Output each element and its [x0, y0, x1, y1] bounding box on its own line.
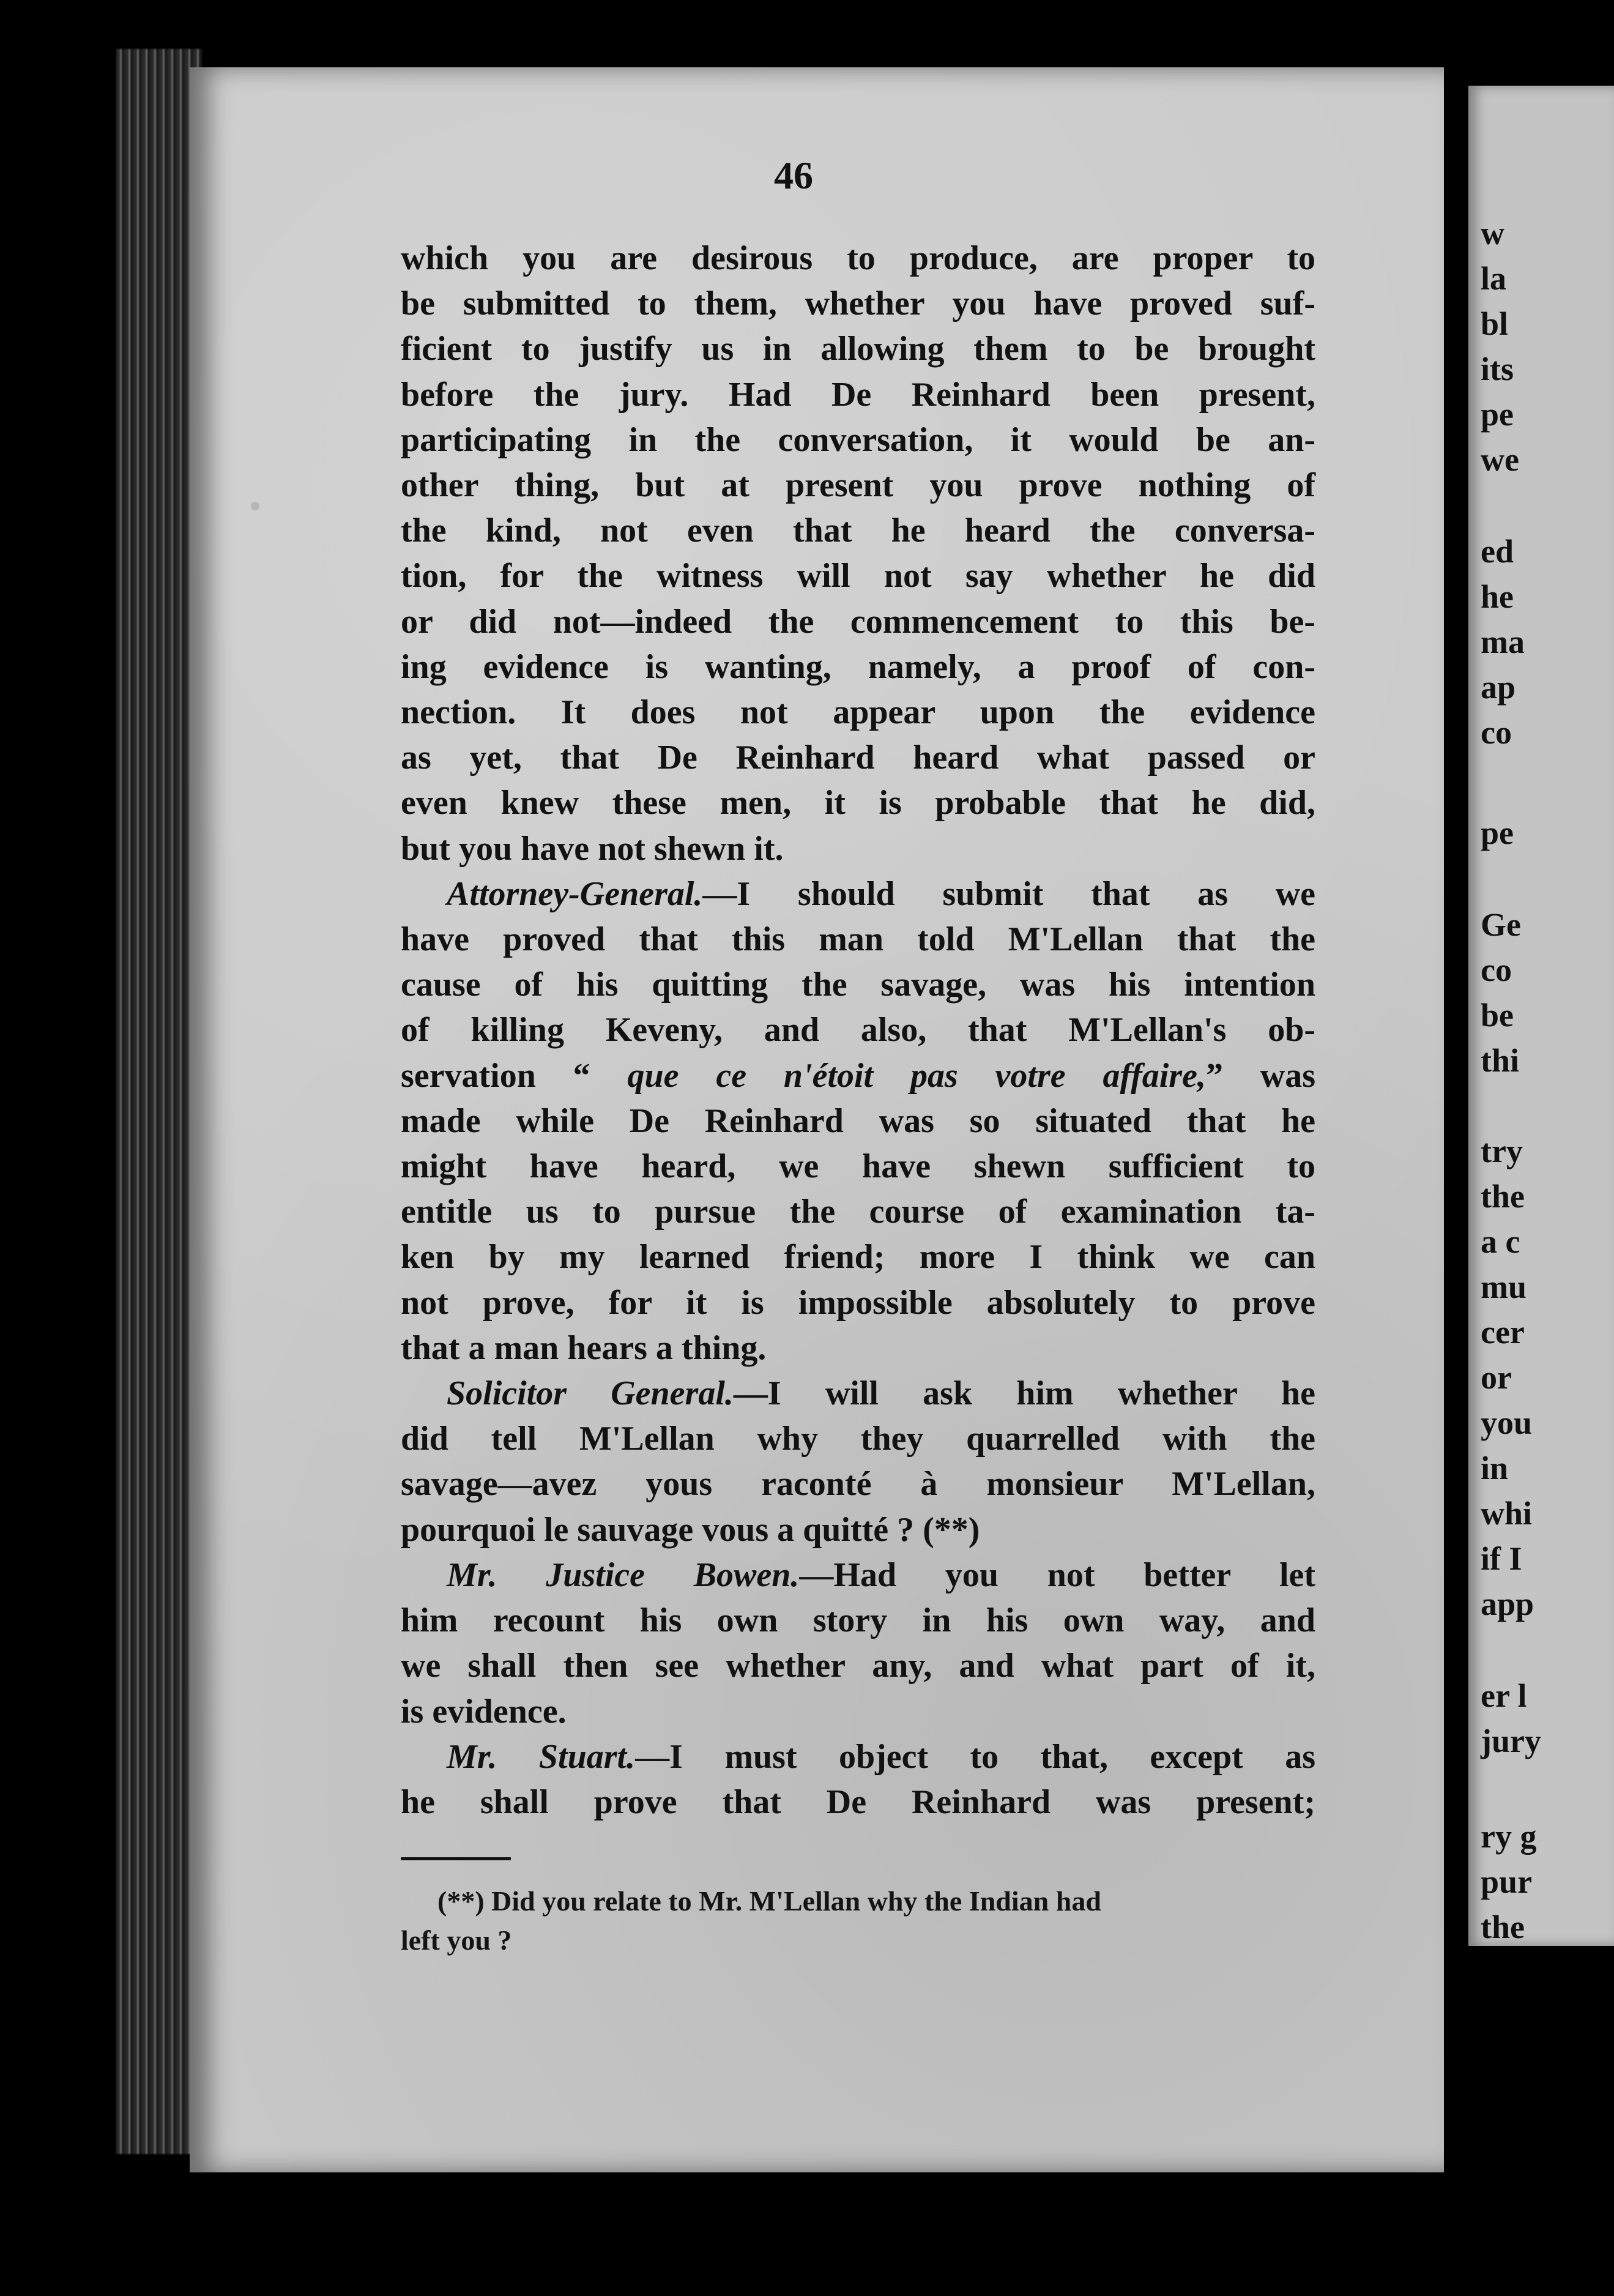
text-line: made while De Reinhard was so situated that he [401, 1101, 1315, 1140]
facing-fragment: w [1481, 215, 1504, 252]
facing-fragment: ap [1481, 669, 1516, 706]
text-line: savage—avez yous raconté à monsieur M'Lellan, [401, 1465, 1315, 1504]
facing-fragment: try [1481, 1133, 1523, 1169]
facing-fragment: bl [1481, 305, 1509, 342]
justice-bowen-paragraph-start [401, 1552, 1315, 1598]
text-line: the kind, not even that he heard the conversa- [401, 512, 1315, 550]
speaker-attorney-general: Attorney-General. [447, 874, 703, 913]
page-number: 46 [774, 154, 813, 197]
solicitor-general-paragraph-start [401, 1371, 1315, 1416]
text-line: he shall prove that De Reinhard was present; [401, 1783, 1315, 1821]
text-line: him recount his own story in his own way, and [401, 1601, 1315, 1640]
text-line [401, 1053, 1315, 1098]
facing-fragment: its [1481, 351, 1514, 387]
speech-text: servation “ [401, 1056, 628, 1095]
text-line: or did not—indeed the commencement to this be- [401, 602, 1315, 641]
facing-fragment: the [1481, 1909, 1525, 1945]
speech-text: —I will ask him whether he [733, 1374, 1315, 1413]
text-line: be submitted to them, whether you have proved suf- [401, 285, 1315, 323]
text-line: but you have not shewn it. [401, 829, 784, 868]
ink-speck [251, 502, 259, 510]
footnote-line: (**) Did you relate to Mr. M'Lellan why the Indian had [437, 1885, 1101, 1917]
text-line: which you are desirous to produce, are proper to [401, 239, 1315, 277]
footnote-rule [401, 1857, 511, 1860]
text-line: have proved that this man told M'Lellan that the [401, 920, 1315, 959]
text-line: cause of his quitting the savage, was his intention [401, 966, 1315, 1004]
text-line: that a man hears a thing. [401, 1329, 767, 1367]
text-line: nection. It does not appear upon the evidence [401, 693, 1315, 732]
text-line: other thing, but at present you prove nothing of [401, 466, 1315, 505]
text-line: tion, for the witness will not say whether he did [401, 557, 1315, 595]
facing-fragment: ry g [1481, 1818, 1537, 1855]
facing-fragment: we [1481, 441, 1519, 478]
text-line: of killing Keveny, and also, that M'Lellan's ob- [401, 1011, 1315, 1049]
facing-fragment: ma [1481, 624, 1525, 660]
stuart-paragraph-start [401, 1734, 1315, 1780]
text-line: not prove, for it is impossible absolutely to prove [401, 1283, 1315, 1322]
text-line: as yet, that De Reinhard heard what passed or [401, 739, 1315, 777]
text-line: ing evidence is wanting, namely, a proof of con- [401, 647, 1315, 686]
speaker-solicitor-general: Solicitor General. [447, 1374, 734, 1413]
footnote [401, 1882, 1315, 1960]
facing-fragment: pur [1481, 1863, 1533, 1900]
speech-text: ” was [1205, 1056, 1316, 1095]
facing-fragment: pe [1481, 396, 1514, 433]
book-edge [116, 49, 202, 2154]
text-line: did tell M'Lellan why they quarrelled with the [401, 1420, 1315, 1458]
facing-fragment: you [1481, 1404, 1533, 1441]
facing-fragment: co [1481, 952, 1512, 988]
speech-text: —Had you not better let [799, 1556, 1316, 1594]
facing-fragment: er l [1481, 1677, 1527, 1714]
facing-fragment: the [1481, 1178, 1525, 1215]
french-quote: que ce n'étoit pas votre affaire, [627, 1056, 1206, 1095]
text-line: might have heard, we have shewn sufficient to [401, 1147, 1315, 1186]
facing-fragment: app [1481, 1586, 1534, 1622]
speaker-stuart: Mr. Stuart. [447, 1737, 636, 1776]
facing-fragment: jury [1481, 1723, 1541, 1759]
facing-fragment: thi [1481, 1042, 1520, 1079]
facing-page [1468, 86, 1614, 1946]
facing-fragment: mu [1481, 1269, 1527, 1305]
facing-fragment: he [1481, 578, 1514, 615]
facing-fragment: or [1481, 1359, 1512, 1396]
facing-fragment: ed [1481, 533, 1514, 570]
facing-fragment: be [1481, 997, 1514, 1034]
text-line: entitle us to pursue the course of examination ta- [401, 1193, 1315, 1231]
facing-fragment: la [1481, 260, 1507, 297]
facing-fragment: whi [1481, 1495, 1533, 1532]
body-text [401, 236, 1315, 1825]
text-line: we shall then see whether any, and what part of it, [401, 1647, 1315, 1685]
facing-fragment: co [1481, 714, 1512, 751]
ink-speck [330, 2264, 337, 2283]
facing-fragment: Ge [1481, 906, 1521, 943]
facing-fragment: if I [1481, 1540, 1522, 1577]
text-line: even knew these men, it is probable that he did, [401, 784, 1315, 822]
facing-fragment: a c [1481, 1223, 1520, 1260]
speaker-justice-bowen: Mr. Justice Bowen. [447, 1556, 800, 1594]
speech-text: —I should submit that as we [702, 874, 1315, 913]
facing-fragment: pe [1481, 814, 1514, 851]
text-line: ken by my learned friend; more I think we can [401, 1238, 1315, 1277]
text-line: participating in the conversation, it would be an- [401, 420, 1315, 459]
footnote-line: left you ? [401, 1925, 512, 1956]
attorney-general-paragraph-start [401, 871, 1315, 917]
text-line: pourquoi le sauvage vous a quitté ? (**) [401, 1510, 980, 1549]
facing-fragment: in [1481, 1450, 1509, 1486]
speech-text: —I must object to that, except as [635, 1737, 1315, 1776]
text-line: before the jury. Had De Reinhard been present, [401, 375, 1315, 414]
text-line: ficient to justify us in allowing them to be brought [401, 330, 1315, 368]
text-line: is evidence. [401, 1692, 567, 1731]
facing-fragment: cer [1481, 1314, 1525, 1351]
